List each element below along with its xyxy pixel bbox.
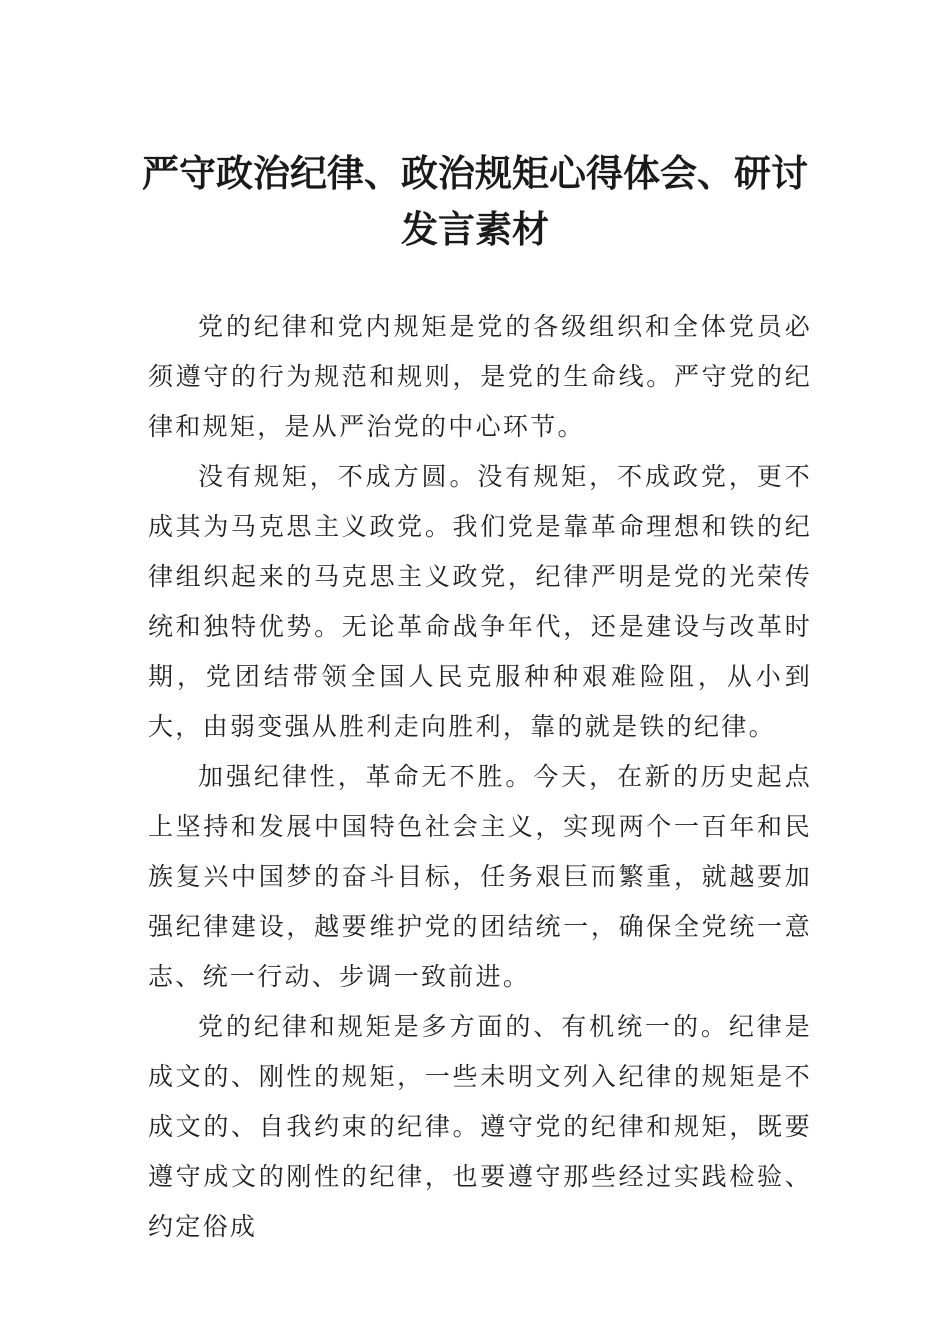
paragraph: 党的纪律和党内规矩是党的各级组织和全体党员必须遵守的行为规范和规则，是党的生命线。严守党的纪律和规矩，是从严治党的中心环节。 xyxy=(148,312,812,441)
paragraph: 党的纪律和规矩是多方面的、有机统一的。纪律是成文的、刚性的规矩，一些未明文列入纪律的规矩是不成文的、自我约束的纪律。遵守党的纪律和规矩，既要遵守成文的刚性的纪律，也要遵守那些经过实践检验、约定俗成 xyxy=(148,1012,812,1241)
paragraph: 没有规矩，不成方圆。没有规矩，不成政党，更不成其为马克思主义政党。我们党是靠革命理想和铁的纪律组织起来的马克思主义政党，纪律严明是党的光荣传统和独特优势。无论革命战争年代，还是建设与改革时期，党团结带领全国人民克服种种艰难险阻，从小到大，由弱变强从胜利走向胜利，靠的就是铁的纪律。 xyxy=(148,462,812,741)
document-title: 严守政治纪律、政治规矩心得体会、研讨发言素材 xyxy=(142,152,808,251)
document-body xyxy=(148,302,812,1252)
paragraph: 加强纪律性，革命无不胜。今天，在新的历史起点上坚持和发展中国特色社会主义，实现两个一百年和民族复兴中国梦的奋斗目标，任务艰巨而繁重，就越要加强纪律建设，越要维护党的团结统一，确保全党统一意志、统一行动、步调一致前进。 xyxy=(148,762,812,991)
